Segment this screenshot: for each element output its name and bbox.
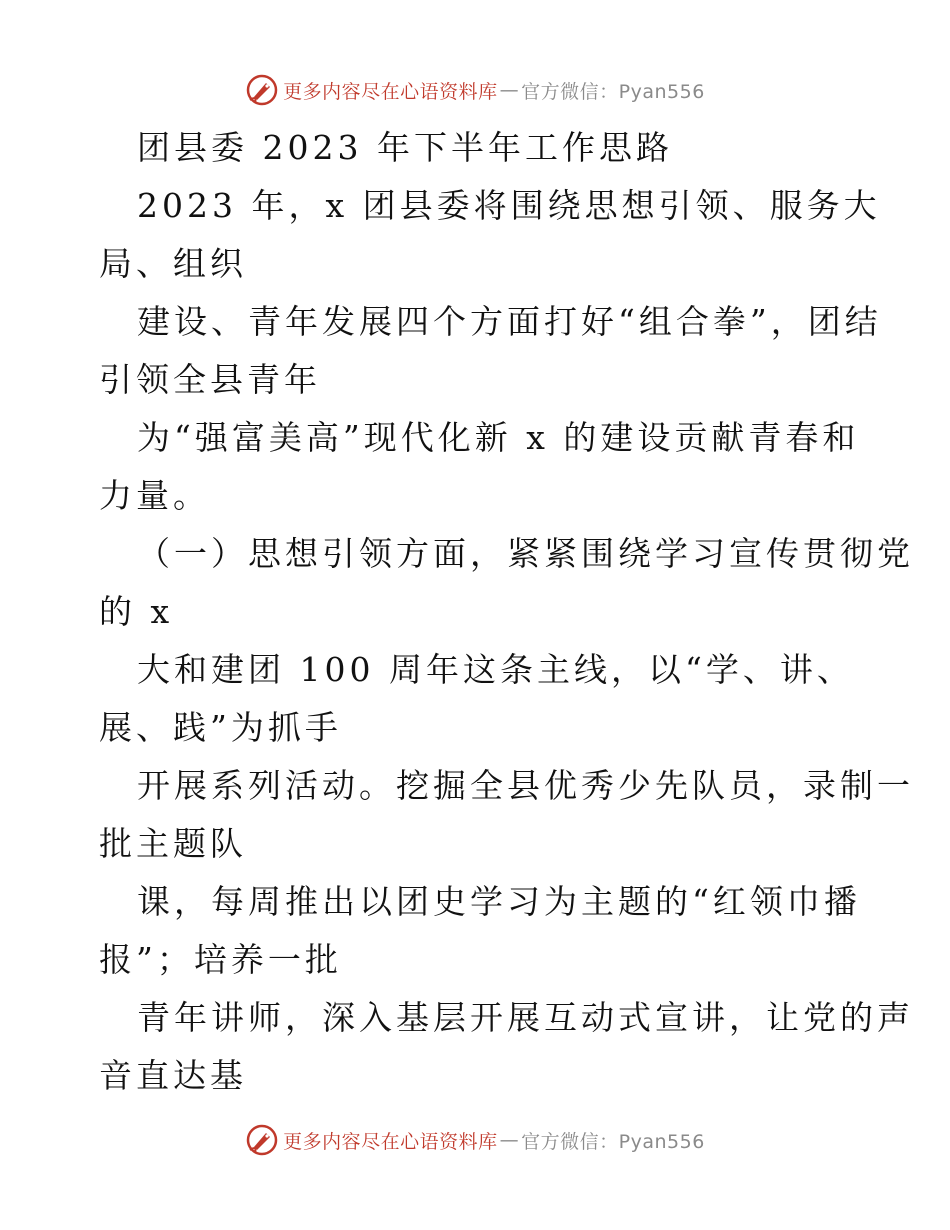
paragraph-line: 2023 年，x 团县委将围绕思想引领、服务大 bbox=[137, 186, 881, 225]
paragraph-line: 课，每周推出以团史学习为主题的“红领巾播 bbox=[137, 882, 861, 921]
paragraph-line: 建设、青年发展四个方面打好“组合拳”，团结 bbox=[137, 302, 882, 341]
watermark-prefix: 更多内容尽在心语资料库 bbox=[283, 80, 498, 103]
watermark-suffix: 官方微信：Pyan556 bbox=[521, 80, 705, 103]
paragraph-line: 为“强富美高”现代化新 x 的建设贡献青春和 bbox=[137, 418, 860, 457]
paragraph-line: 力量。 bbox=[99, 476, 210, 515]
paragraph-line: 大和建团 100 周年这条主线，以“学、讲、 bbox=[137, 650, 854, 689]
footer-watermark bbox=[0, 1120, 950, 1160]
paragraph-line: 展、践”为抓手 bbox=[99, 708, 342, 747]
paragraph-line: 开展系列活动。挖掘全县优秀少先队员，录制一 bbox=[137, 766, 914, 805]
watermark-prefix: 更多内容尽在心语资料库 bbox=[283, 1130, 498, 1153]
watermark-separator: — bbox=[499, 79, 520, 101]
watermark-separator: — bbox=[499, 1129, 520, 1151]
pen-nib-logo-icon bbox=[245, 73, 279, 107]
paragraph-line: 音直达基 bbox=[99, 1056, 247, 1095]
section-heading-line: （一）思想引领方面，紧紧围绕学习宣传贯彻党 bbox=[137, 534, 914, 573]
paragraph-line: 青年讲师，深入基层开展互动式宣讲，让党的声 bbox=[137, 998, 914, 1037]
paragraph-line: 的 x bbox=[99, 592, 174, 631]
watermark-suffix: 官方微信：Pyan556 bbox=[521, 1130, 705, 1153]
paragraph-line: 局、组织 bbox=[99, 244, 247, 283]
paragraph-line: 报”；培养一批 bbox=[99, 940, 342, 979]
pen-nib-logo-icon bbox=[245, 1123, 279, 1157]
header-watermark bbox=[0, 70, 950, 110]
paragraph-line: 引领全县青年 bbox=[99, 360, 321, 399]
paragraph-line: 批主题队 bbox=[99, 824, 247, 863]
document-title: 团县委 2023 年下半年工作思路 bbox=[137, 128, 673, 167]
